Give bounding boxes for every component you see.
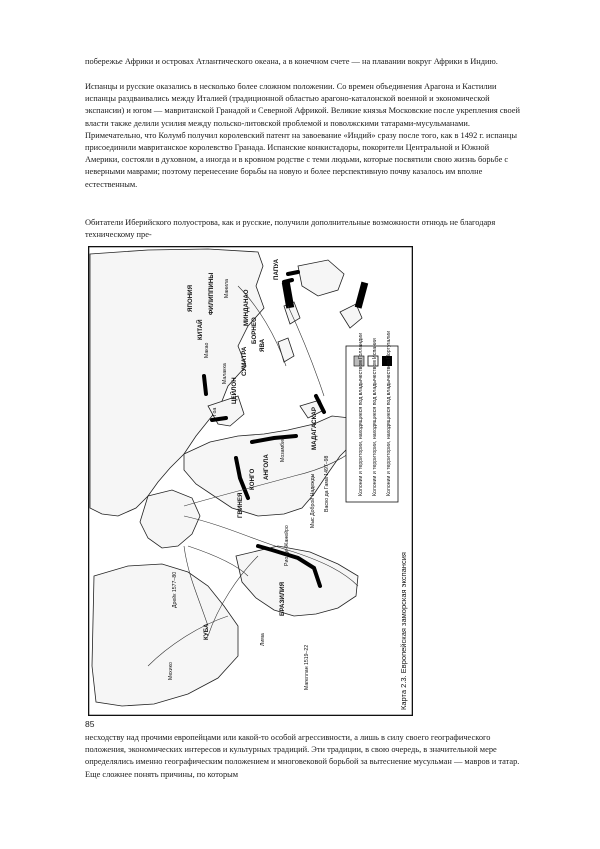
paragraph-1: побережье Африки и островах Атлантического океана, а в конечном счете — на плавании вокруг Африки в Индию. xyxy=(85,57,498,66)
label-drake-route: Дрейк 1577–80 xyxy=(172,571,178,608)
label-malacca: Малакка xyxy=(222,363,228,384)
label-goa: Гоа xyxy=(212,407,218,416)
label-madagascar: МАДАГАСКАР xyxy=(311,406,318,450)
label-congo: КОНГО xyxy=(249,468,256,490)
label-brazil: БРАЗИЛИЯ xyxy=(279,581,286,616)
label-mindanao: МИНДАНАО xyxy=(243,289,250,326)
label-papua: ПАПУА xyxy=(273,258,280,280)
map-legend xyxy=(346,331,398,502)
label-lima: Лима xyxy=(260,633,266,646)
label-ceylon: ЦЕЙЛОН xyxy=(231,377,238,404)
label-macao: Макао xyxy=(204,342,210,358)
paragraph-3: Обитатели Иберийского полуострова, как и русские, получили дополнительные возможности отнюдь не благодаря техническому пре- xyxy=(85,218,496,240)
label-rio: Рио-де-Жанейро xyxy=(284,525,290,566)
legend-item-portugal: Колонии и территории, находящиеся под владычеством Португалии xyxy=(386,330,392,496)
expansion-map-figure xyxy=(88,246,413,716)
label-guinea: ГВИНЕЯ xyxy=(237,492,244,518)
label-cape: Мыс Доброй Надежды xyxy=(310,473,316,528)
label-manila: Манила xyxy=(224,279,230,298)
paragraph-4: несходству над прочими европейцами или какой-то особой агрессивности, а лишь в силу своего географического положения, экономических интересов и культурных традиций. Эти традиции, в свою очередь, в значительной мере определялись именно географическим положением и многовековой борьбой за вытеснение мусульман — мавров и татар. Еще сложнее понять причины, по которым xyxy=(85,733,520,779)
paragraph-2: Испанцы и русские оказались в несколько более сложном положении. Со времен объединения Арагона и Кастилии испанцы раздваивались между Италией (традиционной областью арагоно-каталонской военной и экономической экспансии) и югом — мавританской Гранадой и Северной Африкой. Великие князья Московские после укрепления своей власти также делили усилия между польско-литовской проблемой и поволжскими татарами-мусульманами. Примечательно, что Колумб получил королевский патент на завоевание «Индий» сразу после того, как в 1492 г. испанцы присоединили мавританское королевство Гранада. Испанские конкистадоры, покорители Центральной и Южной Америки, состояли в духовном, а иногда и в кровном родстве с теми людьми, которые посвятили свою жизнь борьбе с неверными маврами; поэтому перенесение борьбы на новую и более перспективную почву казалось им вполне естественным. xyxy=(85,82,520,189)
label-java: ЯВА xyxy=(259,338,266,352)
label-da-gama-route: Васко да Гама 1497–98 xyxy=(324,455,330,512)
legend-item-spain: Колонии и территории, находящиеся под владычеством Испании xyxy=(372,338,378,496)
label-philippines: ФИЛИППИНЫ xyxy=(208,272,215,315)
label-japan: ЯПОНИЯ xyxy=(187,284,194,312)
label-magellan-route: Магеллан 1519–22 xyxy=(304,644,310,690)
legend-item-holland: Колонии и территории, находящиеся под владычеством Голландии xyxy=(358,333,364,496)
label-mexico: Мехико xyxy=(168,662,174,680)
label-cuba: КУБА xyxy=(203,623,210,640)
page-number: 85 xyxy=(85,719,95,729)
label-sumatra: СУМАТРА xyxy=(241,346,248,376)
label-borneo: БОРНЕО xyxy=(251,317,258,344)
label-china: КИТАЙ xyxy=(197,319,204,340)
label-mozambique: Мозамбик xyxy=(280,437,286,462)
map-caption: Карта 2.3. Европейская заморская экспансия xyxy=(399,552,408,710)
label-angola: АНГОЛА xyxy=(263,454,270,480)
